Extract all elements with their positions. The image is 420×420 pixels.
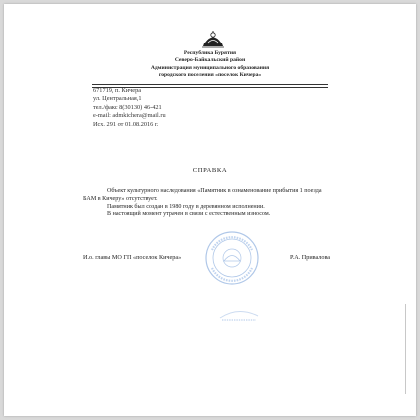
letterhead-settlement: городского поселения «поселок Кичера» — [158, 71, 262, 78]
body-paragraph-3: В настоящий момент утрачен в связи с естественным износом. — [107, 211, 271, 218]
signatory-position: И.о. главы МО ГП «поселок Кичера» — [83, 254, 182, 261]
letterhead-divider-thick — [92, 84, 328, 85]
body-paragraph-2: Памятник был создан в 1980 году в деревянном исполнении. — [107, 203, 265, 210]
letterhead-district: Северо-Байкальский район — [174, 57, 246, 64]
page-edge-shadow — [405, 304, 406, 394]
sender-address-block — [93, 87, 166, 129]
letterhead-republic: Республика Бурятия — [183, 50, 237, 56]
outgoing-number: Исх. 291 от 01.08.2016 г. — [93, 120, 159, 128]
document-title: СПРАВКА — [192, 167, 228, 174]
coat-of-arms-emblem — [200, 30, 226, 48]
address-email: e-mail: admkichera@mail.ru — [93, 112, 166, 120]
official-seal-stamp — [204, 230, 260, 286]
address-postal: 671719, п. Кичера — [93, 87, 142, 94]
seal-imprint-faded — [218, 304, 260, 322]
document-body — [83, 188, 335, 219]
signatory-name: Р.А. Привалова — [290, 254, 331, 261]
document-page — [4, 4, 416, 416]
address-phone-fax: тел./факс 8(30130) 46-421 — [93, 103, 162, 111]
address-street: ул. Центральная,1 — [93, 95, 142, 103]
letterhead — [4, 50, 416, 79]
letterhead-administration: Администрация муниципального образования — [150, 64, 270, 71]
body-paragraph-1: Объект культурного наследования «Памятник в ознаменование прибытия 1 поезда БАМ в Кичеру» отсутствует. — [83, 188, 322, 202]
